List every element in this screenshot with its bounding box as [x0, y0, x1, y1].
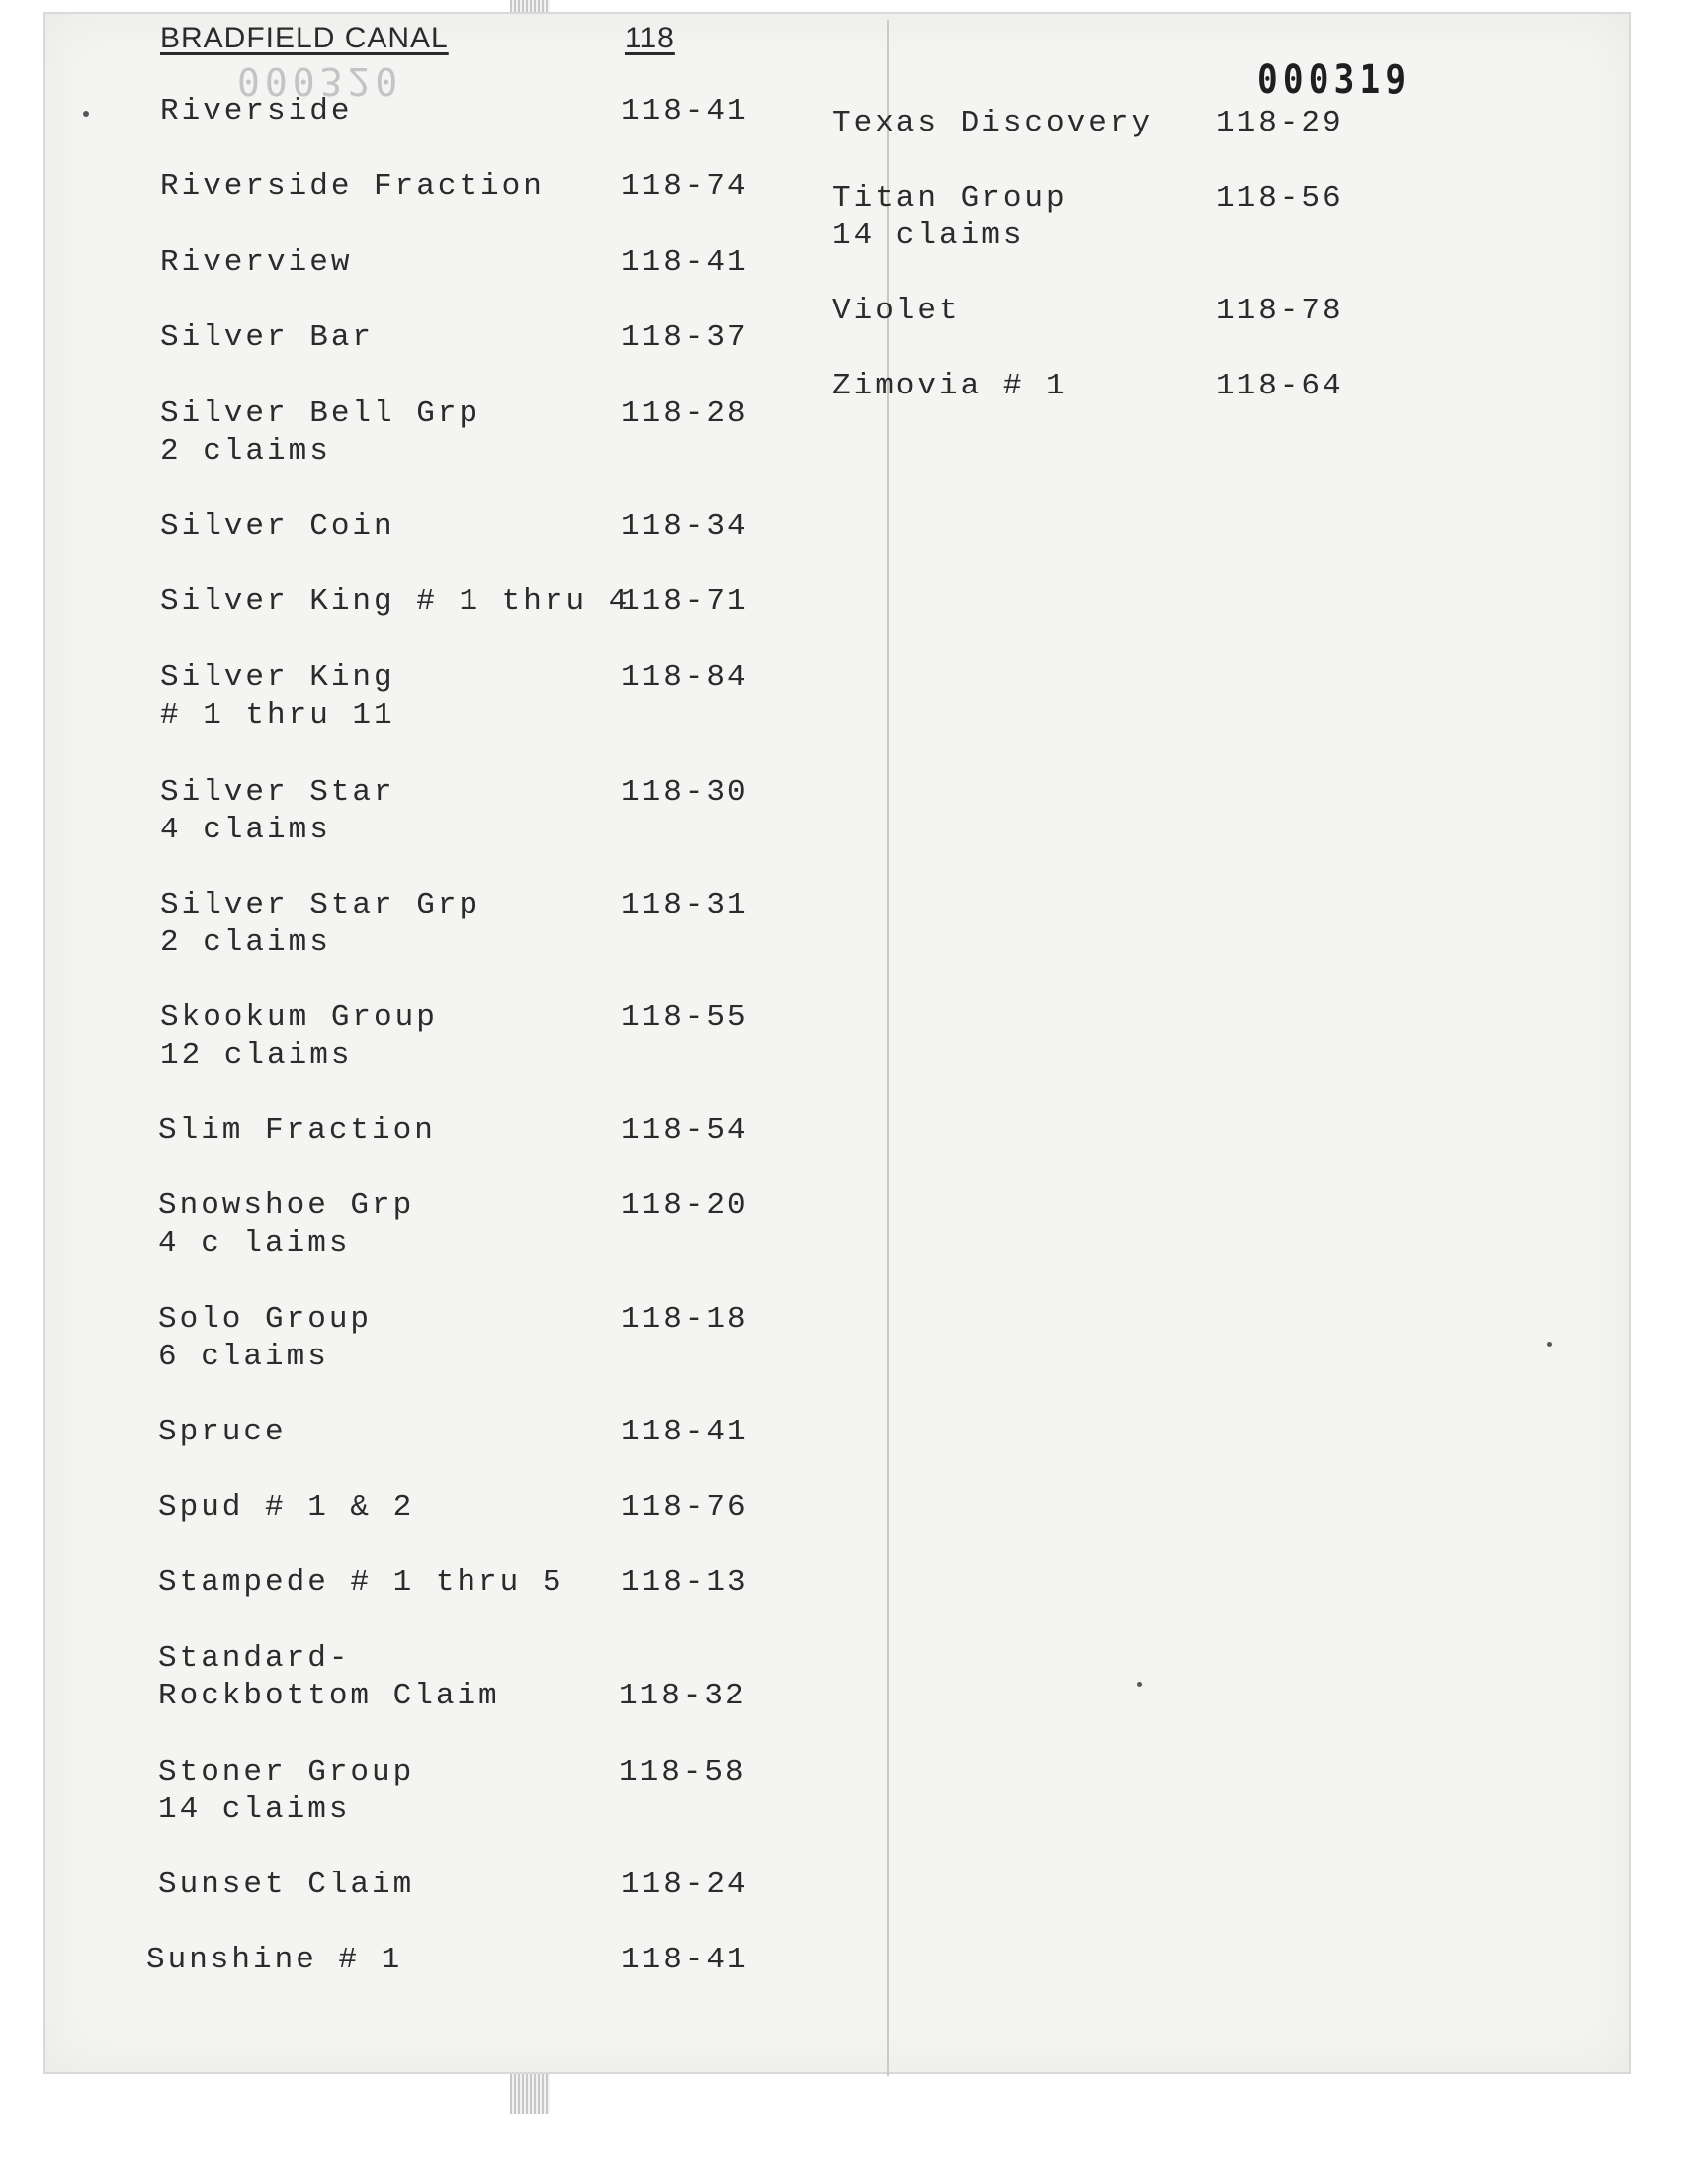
section-title: BRADFIELD CANAL — [160, 22, 449, 54]
left-entry-name: Riverview — [160, 245, 353, 280]
ink-speck — [1547, 1342, 1552, 1347]
left-entry-name: Silver Coin — [160, 509, 395, 544]
left-entry-name: Slim Fraction — [158, 1113, 436, 1148]
left-entry-code: 118-55 — [621, 1000, 749, 1035]
left-entry-code: 118-30 — [621, 775, 749, 810]
left-entry-name: Silver Star 4 claims — [160, 775, 395, 847]
left-entry-code: 118-34 — [621, 509, 749, 544]
left-entry-code: 118-31 — [621, 888, 749, 922]
left-entry-name: Silver Bar — [160, 320, 375, 355]
left-entry-code: 118-71 — [621, 584, 749, 619]
scan-artifact-top — [510, 0, 550, 12]
left-entry-code: 118-41 — [621, 94, 749, 129]
ink-speck — [1137, 1682, 1142, 1687]
left-entry-name: Riverside — [160, 94, 353, 129]
left-entry-code: 118-41 — [621, 1943, 749, 1977]
left-entry-name: Silver King # 1 thru 4 — [160, 584, 631, 619]
left-entry-name: Silver King # 1 thru 11 — [160, 660, 395, 733]
left-entry-code: 118-74 — [621, 169, 749, 204]
left-entry-name: Skookum Group 12 claims — [160, 1000, 438, 1073]
faded-stamp-number: 000320 — [237, 59, 403, 103]
left-entry-code: 118-76 — [621, 1490, 749, 1524]
left-entry-code: 118-28 — [621, 396, 749, 431]
right-entry-name: Zimovia # 1 — [832, 369, 1068, 403]
right-entry-code: 118-29 — [1216, 106, 1344, 140]
right-entry-code: 118-78 — [1216, 294, 1344, 328]
right-entry-code: 118-56 — [1216, 181, 1344, 216]
left-entry-name: Silver Star Grp 2 claims — [160, 888, 481, 960]
left-entry-name: Solo Group 6 claims — [158, 1302, 373, 1374]
left-entry-name: Riverside Fraction — [160, 169, 545, 204]
right-entry-code: 118-64 — [1216, 369, 1344, 403]
left-entry-code: 118-41 — [621, 245, 749, 280]
right-entry-name: Titan Group 14 claims — [832, 181, 1068, 253]
left-entry-code: 118-13 — [621, 1565, 749, 1600]
left-entry-name: Spud # 1 & 2 — [158, 1490, 415, 1524]
left-entry-name: Snowshoe Grp 4 c laims — [158, 1188, 415, 1261]
left-entry-code: 118-54 — [621, 1113, 749, 1148]
left-entry-name: Standard- Rockbottom Claim — [158, 1641, 500, 1713]
left-entry-code: 118-24 — [621, 1868, 749, 1902]
left-entry-name: Silver Bell Grp 2 claims — [160, 396, 481, 469]
section-code: 118 — [625, 22, 675, 54]
right-entry-name: Texas Discovery — [832, 106, 1153, 140]
left-entry-code: 118-32 — [619, 1679, 747, 1713]
left-entry-code: 118-18 — [621, 1302, 749, 1337]
scan-artifact-bottom — [510, 2074, 550, 2114]
right-entry-name: Violet — [832, 294, 961, 328]
left-entry-code: 118-41 — [621, 1415, 749, 1449]
left-entry-code: 118-84 — [621, 660, 749, 695]
left-entry-code: 118-58 — [619, 1755, 747, 1789]
left-entry-name: Stampede # 1 thru 5 — [158, 1565, 564, 1600]
left-entry-name: Sunset Claim — [158, 1868, 415, 1902]
left-entry-name: Stoner Group 14 claims — [158, 1755, 415, 1827]
left-entry-code: 118-37 — [621, 320, 749, 355]
left-entry-name: Sunshine # 1 — [146, 1943, 403, 1977]
document-stamp-number: 000319 — [1257, 57, 1411, 103]
ink-speck — [83, 111, 89, 117]
left-entry-code: 118-20 — [621, 1188, 749, 1223]
left-entry-name: Spruce — [158, 1415, 287, 1449]
